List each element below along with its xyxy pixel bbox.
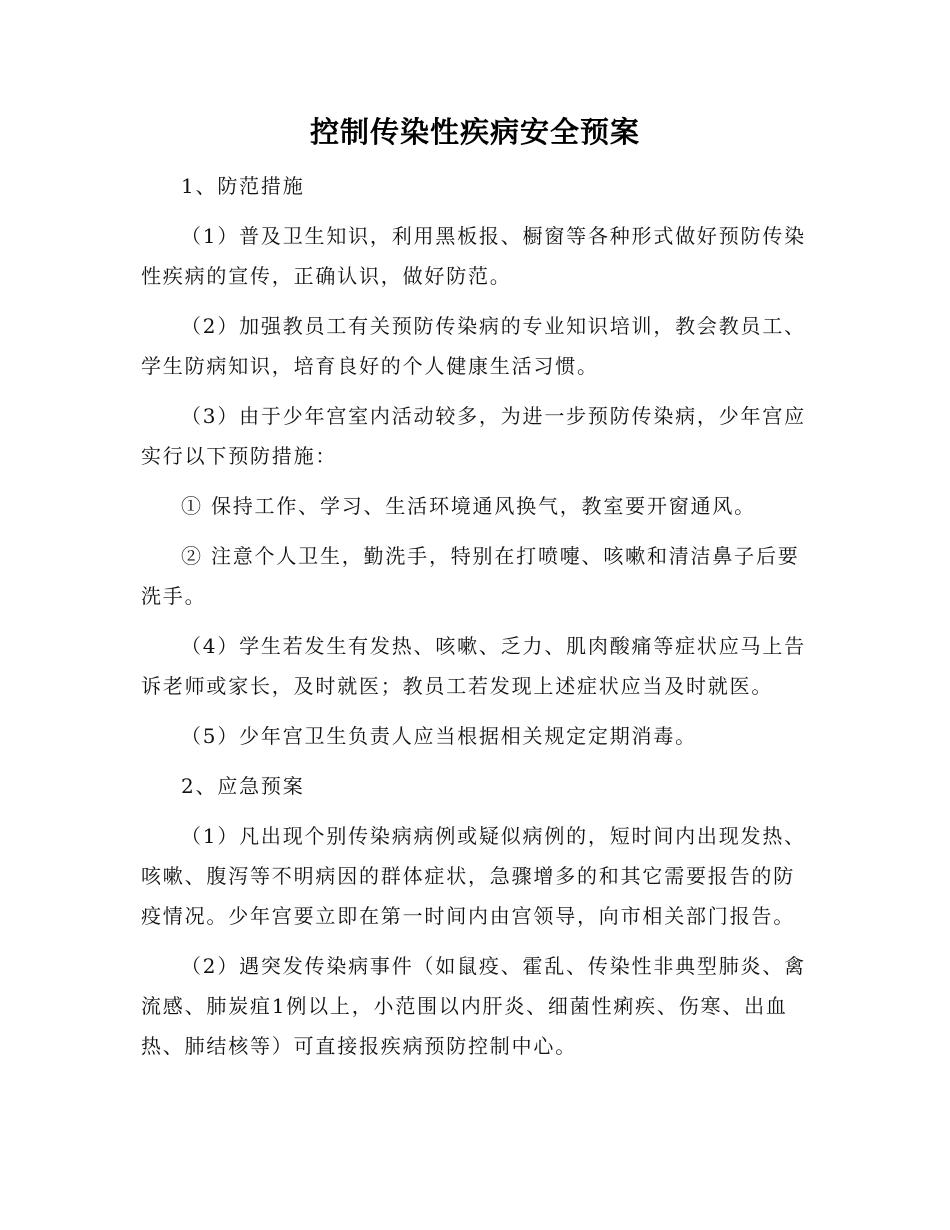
document-title: 控制传染性疾病安全预案 bbox=[309, 115, 640, 149]
paragraph-emergency-2: （2）遇突发传染病事件（如鼠疫、霍乱、传染性非典型肺炎、禽流感、肺炭疽1例以上，小范围以内肝炎、细菌性痢疾、伤寒、出血热、肺结核等）可直接报疾病预防控制中心。 bbox=[141, 954, 806, 1058]
paragraph-measure-2: （2）加强教员工有关预防传染病的专业知识培训，教会教员工、学生防病知识，培育良好的个人健康生活习惯。 bbox=[141, 314, 806, 378]
paragraph-subitem-1: ① 保持工作、学习、生活环境通风换气，教室要开窗通风。 bbox=[181, 494, 756, 518]
paragraph-measure-3: （3）由于少年宫室内活动较多，为进一步预防传染病，少年宫应实行以下预防措施： bbox=[141, 404, 806, 468]
paragraph-measure-5: （5）少年宫卫生负责人应当根据相关规定定期消毒。 bbox=[181, 724, 697, 748]
section-heading-prevention: 1、防范措施 bbox=[181, 174, 305, 198]
paragraph-measure-1: （1）普及卫生知识，利用黑板报、橱窗等各种形式做好预防传染性疾病的宣传，正确认识，做好防范。 bbox=[141, 224, 806, 288]
paragraph-emergency-1: （1）凡出现个别传染病病例或疑似病例的，短时间内出现发热、咳嗽、腹泻等不明病因的群体症状，急骤增多的和其它需要报告的防疫情况。少年宫要立即在第一时间内由宫领导，向市相关部门报告。 bbox=[141, 824, 806, 928]
paragraph-measure-4: （4）学生若发生有发热、咳嗽、乏力、肌肉酸痛等症状应马上告诉老师或家长，及时就医；教员工若发现上述症状应当及时就医。 bbox=[141, 634, 806, 698]
paragraph-subitem-2: ② 注意个人卫生，勤洗手，特别在打喷嚏、咳嗽和清洁鼻子后要洗手。 bbox=[141, 544, 800, 608]
section-heading-emergency: 2、应急预案 bbox=[181, 774, 305, 798]
document-body bbox=[141, 166, 811, 1076]
